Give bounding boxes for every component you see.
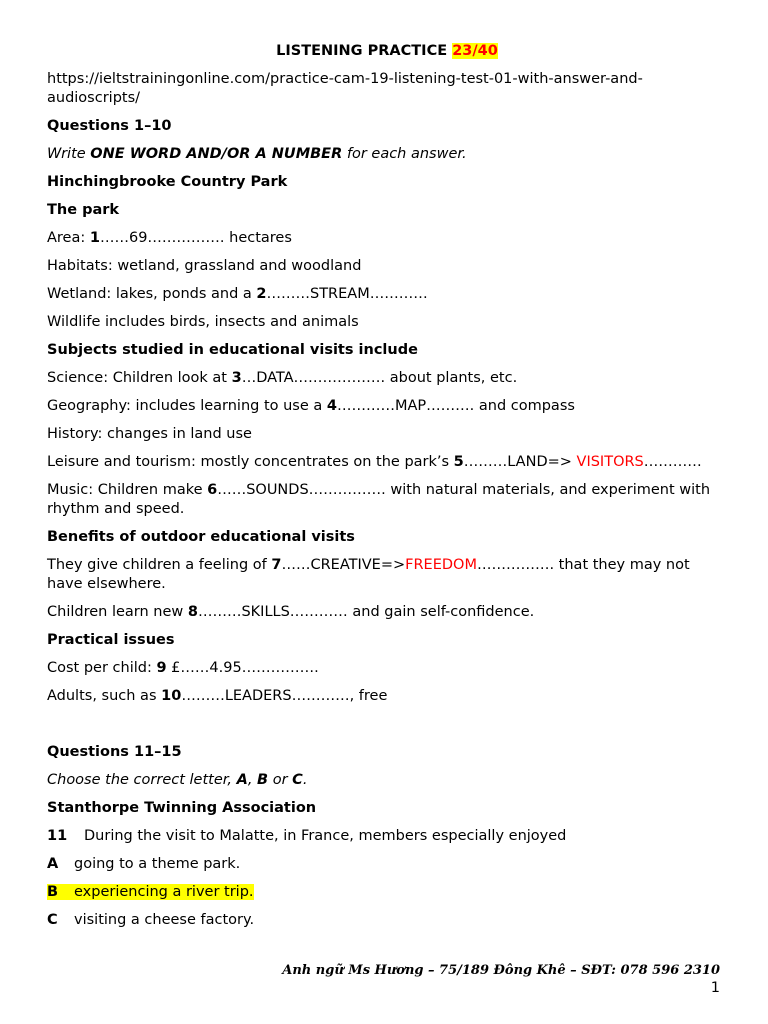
section1-heading: Questions 1–10 [47,118,172,134]
section1-instruction: Write ONE WORD AND/OR A NUMBER for each answer. [47,146,467,162]
line-cost: Cost per child: 9 £……4.95……………. [47,660,319,676]
line-wetland: Wetland: lakes, ponds and a 2………STREAM………… [47,286,428,302]
document-page [47,40,727,939]
answer-freedom: FREEDOM [405,557,477,573]
section2-instruction: Choose the correct letter, A, B or C. [47,772,308,788]
line-music: Music: Children make 6……SOUNDS……………. with natural materials, and experiment with rhythm and speed. [47,482,711,517]
option-b: B experiencing a river trip. [47,884,254,900]
park-title: Hinchingbrooke Country Park [47,174,288,190]
line-habitats: Habitats: wetland, grassland and woodland [47,258,362,274]
line-leisure: Leisure and tourism: mostly concentrates on the park’s 5………LAND=> VISITORS………… [47,454,702,470]
line-history: History: changes in land use [47,426,252,442]
source-url[interactable]: https://ieltstrainingonline.com/practice-cam-19-listening-test-01-with-answer-and-audioscripts/ [47,71,643,106]
page-number: 1 [710,980,720,996]
line-science: Science: Children look at 3…DATA………………. about plants, etc. [47,370,518,386]
association-title: Stanthorpe Twinning Association [47,800,317,816]
line-feeling: They give children a feeling of 7……CREATIVE=>FREEDOM……………. that they may not have elsewhere. [47,557,690,592]
subheading-the-park: The park [47,202,120,218]
line-skills: Children learn new 8………SKILLS………… and gain self-confidence. [47,604,535,620]
subheading-subjects: Subjects studied in educational visits include [47,342,418,358]
title-prefix: LISTENING PRACTICE [276,43,448,59]
page-footer: Anh ngữ Ms Hương – 75/189 Đông Khê – SĐT: 078 596 2310 [282,963,720,978]
line-area: Area: 1……69……………. hectares [47,230,292,246]
option-c: C visiting a cheese factory. [47,912,255,928]
line-wildlife: Wildlife includes birds, insects and animals [47,314,359,330]
subheading-practical: Practical issues [47,632,175,648]
page-title [47,40,727,62]
line-geography: Geography: includes learning to use a 4…………MAP………. and compass [47,398,575,414]
section-gap [47,715,727,743]
score-highlight: 23/40 [452,43,498,59]
subheading-benefits: Benefits of outdoor educational visits [47,529,355,545]
section2-heading: Questions 11–15 [47,744,182,760]
question-11: 11 During the visit to Malatte, in France, members especially enjoyed [47,828,567,844]
line-adults: Adults, such as 10………LEADERS…………, free [47,688,388,704]
option-a: A going to a theme park. [47,856,241,872]
answer-visitors: VISITORS [576,454,644,470]
